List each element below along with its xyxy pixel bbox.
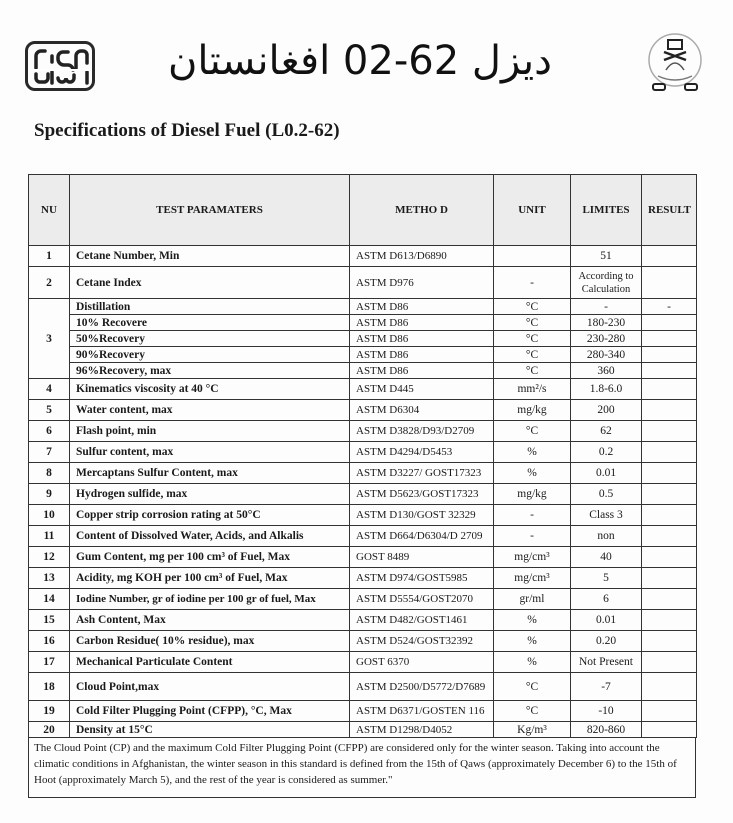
- table-row: [29, 652, 697, 673]
- unit: gr/ml: [494, 589, 571, 610]
- test-parameter: Cetane Number, Min: [70, 246, 350, 267]
- test-parameter: Iodine Number, gr of iodine per 100 gr of fuel, Max: [70, 589, 350, 610]
- test-method: ASTM D4294/D5453: [350, 442, 494, 463]
- table-row: [29, 315, 697, 331]
- col-header-test-parameters: TEST PARAMATERS: [70, 175, 350, 246]
- test-parameter: Gum Content, mg per 100 cm³ of Fuel, Max: [70, 547, 350, 568]
- table-row: [29, 701, 697, 722]
- spec-table: [28, 174, 697, 738]
- table-row: [29, 547, 697, 568]
- unit: mg/kg: [494, 484, 571, 505]
- row-number: 20: [29, 722, 70, 738]
- test-parameter: Cetane Index: [70, 267, 350, 299]
- unit: °C: [494, 299, 571, 315]
- table-row: [29, 463, 697, 484]
- row-number: 7: [29, 442, 70, 463]
- result-cell[interactable]: [642, 722, 697, 738]
- row-number: 11: [29, 526, 70, 547]
- limit: 51: [571, 246, 642, 267]
- col-header-unit: UNIT: [494, 175, 571, 246]
- table-row: [29, 331, 697, 347]
- test-method: ASTM D86: [350, 347, 494, 363]
- result-cell[interactable]: [642, 631, 697, 652]
- limit: 0.01: [571, 463, 642, 484]
- result-cell[interactable]: [642, 421, 697, 442]
- col-header-limits: LIMITES: [571, 175, 642, 246]
- unit: °C: [494, 363, 571, 379]
- test-method: ASTM D974/GOST5985: [350, 568, 494, 589]
- unit: °C: [494, 701, 571, 722]
- result-cell[interactable]: [642, 379, 697, 400]
- test-parameter: Hydrogen sulfide, max: [70, 484, 350, 505]
- col-header-nu: NU: [29, 175, 70, 246]
- test-method: ASTM D976: [350, 267, 494, 299]
- unit: %: [494, 631, 571, 652]
- result-cell[interactable]: [642, 547, 697, 568]
- result-cell[interactable]: [642, 673, 697, 701]
- limit: 820-860: [571, 722, 642, 738]
- unit: °C: [494, 673, 571, 701]
- unit: %: [494, 463, 571, 484]
- test-parameter: Flash point, min: [70, 421, 350, 442]
- table-row: [29, 631, 697, 652]
- table-row: [29, 484, 697, 505]
- test-method: ASTM D2500/D5772/D7689: [350, 673, 494, 701]
- unit: -: [494, 526, 571, 547]
- result-cell[interactable]: [642, 652, 697, 673]
- unit: Kg/m³: [494, 722, 571, 738]
- table-row: [29, 610, 697, 631]
- result-cell[interactable]: [642, 484, 697, 505]
- test-method: ASTM D664/D6304/D 2709: [350, 526, 494, 547]
- asa-logo-icon: [32, 48, 90, 86]
- result-cell[interactable]: [642, 315, 697, 331]
- limit: -: [571, 299, 642, 315]
- unit: mg/cm³: [494, 547, 571, 568]
- table-row: [29, 589, 697, 610]
- row-number: 4: [29, 379, 70, 400]
- test-parameter: Density at 15°C: [70, 722, 350, 738]
- test-parameter: Distillation: [70, 299, 350, 315]
- row-number: 14: [29, 589, 70, 610]
- test-method: ASTM D130/GOST 32329: [350, 505, 494, 526]
- limit: 0.20: [571, 631, 642, 652]
- test-parameter: Mercaptans Sulfur Content, max: [70, 463, 350, 484]
- row-number: 8: [29, 463, 70, 484]
- col-header-result: RESULT: [642, 175, 697, 246]
- limit: According to Calculation: [571, 267, 642, 299]
- result-cell[interactable]: [642, 526, 697, 547]
- test-parameter: 50%Recovery: [70, 331, 350, 347]
- limit: 0.5: [571, 484, 642, 505]
- test-method: ASTM D6304: [350, 400, 494, 421]
- unit: %: [494, 610, 571, 631]
- test-parameter: 10% Recovere: [70, 315, 350, 331]
- asa-logo: [25, 41, 95, 91]
- result-cell[interactable]: [642, 701, 697, 722]
- row-number: 15: [29, 610, 70, 631]
- table-row: [29, 347, 697, 363]
- result-cell[interactable]: [642, 347, 697, 363]
- footnote: The Cloud Point (CP) and the maximum Cold Filter Plugging Point (CFPP) are considered only for the winter season. Taking into account the climatic conditions in Afghanistan, the winter season in this standard is defined from the 15th of Qaws (approximately December 6) to the 15th of Hoot (approximately March 5), and the rest of the year is considered as summer.": [28, 738, 696, 798]
- row-number: 5: [29, 400, 70, 421]
- test-method: ASTM D86: [350, 315, 494, 331]
- test-method: ASTM D5623/GOST17323: [350, 484, 494, 505]
- limit: 1.8-6.0: [571, 379, 642, 400]
- table-row: [29, 400, 697, 421]
- test-method: ASTM D5554/GOST2070: [350, 589, 494, 610]
- test-parameter: Sulfur content, max: [70, 442, 350, 463]
- test-parameter: Cold Filter Plugging Point (CFPP), °C, Max: [70, 701, 350, 722]
- row-number: 19: [29, 701, 70, 722]
- test-parameter: Cloud Point,max: [70, 673, 350, 701]
- col-header-method: METHO D: [350, 175, 494, 246]
- table-row: [29, 363, 697, 379]
- test-parameter: Ash Content, Max: [70, 610, 350, 631]
- result-cell[interactable]: [642, 363, 697, 379]
- test-parameter: Content of Dissolved Water, Acids, and Alkalis: [70, 526, 350, 547]
- unit: mg/kg: [494, 400, 571, 421]
- table-row: [29, 673, 697, 701]
- row-number: 9: [29, 484, 70, 505]
- test-method: ASTM D6371/GOSTEN 116: [350, 701, 494, 722]
- arabic-title: دیزل 62-02 افغانستان: [168, 38, 552, 84]
- row-number: 12: [29, 547, 70, 568]
- table-row: [29, 526, 697, 547]
- result-cell[interactable]: [642, 400, 697, 421]
- row-number: 6: [29, 421, 70, 442]
- test-parameter: Water content, max: [70, 400, 350, 421]
- test-method: ASTM D3828/D93/D2709: [350, 421, 494, 442]
- unit: -: [494, 505, 571, 526]
- row-number: 17: [29, 652, 70, 673]
- table-header-row: [29, 175, 697, 246]
- row-number: 13: [29, 568, 70, 589]
- test-method: GOST 8489: [350, 547, 494, 568]
- test-parameter: Copper strip corrosion rating at 50°C: [70, 505, 350, 526]
- limit: -10: [571, 701, 642, 722]
- unit: mm²/s: [494, 379, 571, 400]
- table-row: [29, 246, 697, 267]
- test-method: ASTM D613/D6890: [350, 246, 494, 267]
- result-cell[interactable]: [642, 246, 697, 267]
- row-number: 1: [29, 246, 70, 267]
- test-parameter: Kinematics viscosity at 40 °C: [70, 379, 350, 400]
- result-cell[interactable]: [642, 568, 697, 589]
- test-method: ASTM D482/GOST1461: [350, 610, 494, 631]
- result-cell[interactable]: [642, 505, 697, 526]
- result-cell[interactable]: [642, 442, 697, 463]
- result-cell[interactable]: -: [642, 299, 697, 315]
- result-cell[interactable]: [642, 589, 697, 610]
- limit: 180-230: [571, 315, 642, 331]
- limit: Not Present: [571, 652, 642, 673]
- test-method: ASTM D445: [350, 379, 494, 400]
- test-parameter: Carbon Residue( 10% residue), max: [70, 631, 350, 652]
- table-row: [29, 379, 697, 400]
- limit: 40: [571, 547, 642, 568]
- result-cell[interactable]: [642, 463, 697, 484]
- limit: Class 3: [571, 505, 642, 526]
- result-cell[interactable]: [642, 267, 697, 299]
- limit: 62: [571, 421, 642, 442]
- test-method: ASTM D86: [350, 363, 494, 379]
- limit: 6: [571, 589, 642, 610]
- unit: mg/cm³: [494, 568, 571, 589]
- limit: 230-280: [571, 331, 642, 347]
- row-number: 18: [29, 673, 70, 701]
- row-number: 16: [29, 631, 70, 652]
- limit: 0.2: [571, 442, 642, 463]
- unit: -: [494, 267, 571, 299]
- table-row: [29, 442, 697, 463]
- unit: °C: [494, 347, 571, 363]
- test-parameter: Acidity, mg KOH per 100 cm³ of Fuel, Max: [70, 568, 350, 589]
- limit: 360: [571, 363, 642, 379]
- result-cell[interactable]: [642, 331, 697, 347]
- row-number: 10: [29, 505, 70, 526]
- test-parameter: Mechanical Particulate Content: [70, 652, 350, 673]
- result-cell[interactable]: [642, 610, 697, 631]
- unit: °C: [494, 421, 571, 442]
- test-method: ASTM D86: [350, 331, 494, 347]
- unit: %: [494, 442, 571, 463]
- limit: non: [571, 526, 642, 547]
- row-number: 2: [29, 267, 70, 299]
- limit: 200: [571, 400, 642, 421]
- unit: °C: [494, 315, 571, 331]
- document-title: Specifications of Diesel Fuel (L0.2-62): [34, 120, 340, 141]
- test-method: ASTM D3227/ GOST17323: [350, 463, 494, 484]
- table-row: [29, 568, 697, 589]
- limit: 0.01: [571, 610, 642, 631]
- limit: 5: [571, 568, 642, 589]
- limit: 280-340: [571, 347, 642, 363]
- emblem-icon: [640, 28, 710, 98]
- table-row: [29, 299, 697, 315]
- test-method: GOST 6370: [350, 652, 494, 673]
- unit: [494, 246, 571, 267]
- table-row: [29, 421, 697, 442]
- test-method: ASTM D86: [350, 299, 494, 315]
- test-method: ASTM D1298/D4052: [350, 722, 494, 738]
- unit: °C: [494, 331, 571, 347]
- test-method: ASTM D524/GOST32392: [350, 631, 494, 652]
- table-row: [29, 267, 697, 299]
- table-row: [29, 505, 697, 526]
- table-row: [29, 722, 697, 738]
- limit: -7: [571, 673, 642, 701]
- row-number: 3: [29, 299, 70, 379]
- test-parameter: 90%Recovery: [70, 347, 350, 363]
- unit: %: [494, 652, 571, 673]
- test-parameter: 96%Recovery, max: [70, 363, 350, 379]
